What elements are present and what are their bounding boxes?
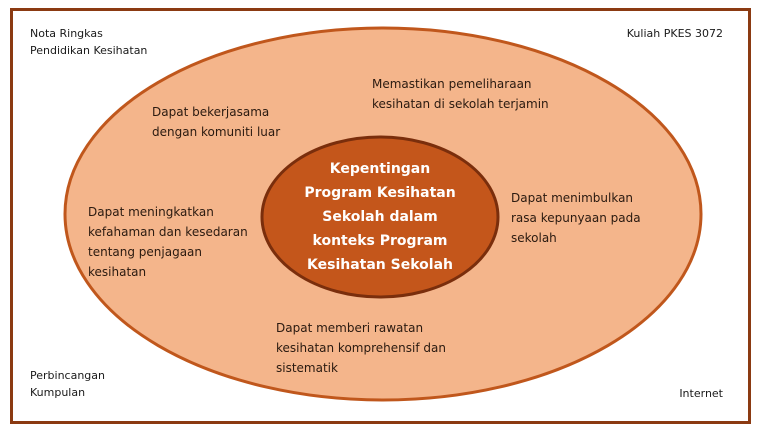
corner-label-perbincangan: Perbincangan Kumpulan [30,369,105,399]
center-title: Kepentingan Program Kesihatan Sekolah dalam konteks Program Kesihatan Sekolah [304,161,456,273]
corner-label-nota-ringkas: Nota Ringkas Pendidikan Kesihatan [30,27,148,57]
point-rawatan: Dapat memberi rawatan kesihatan komprehensif dan sistematik [276,321,446,375]
corner-label-internet: Internet [679,387,723,400]
point-kefahaman: Dapat meningkatkan kefahaman dan kesedaran tentang penjagaan kesihatan [88,205,248,279]
point-bekerjasama: Dapat bekerjasama dengan komuniti luar [152,105,281,139]
corner-label-kuliah: Kuliah PKES 3072 [626,27,723,40]
point-pemeliharaan: Memastikan pemeliharaan kesihatan di sekolah terjamin [372,77,549,111]
point-kepunyaan: Dapat menimbulkan rasa kepunyaan pada sekolah [511,191,641,245]
